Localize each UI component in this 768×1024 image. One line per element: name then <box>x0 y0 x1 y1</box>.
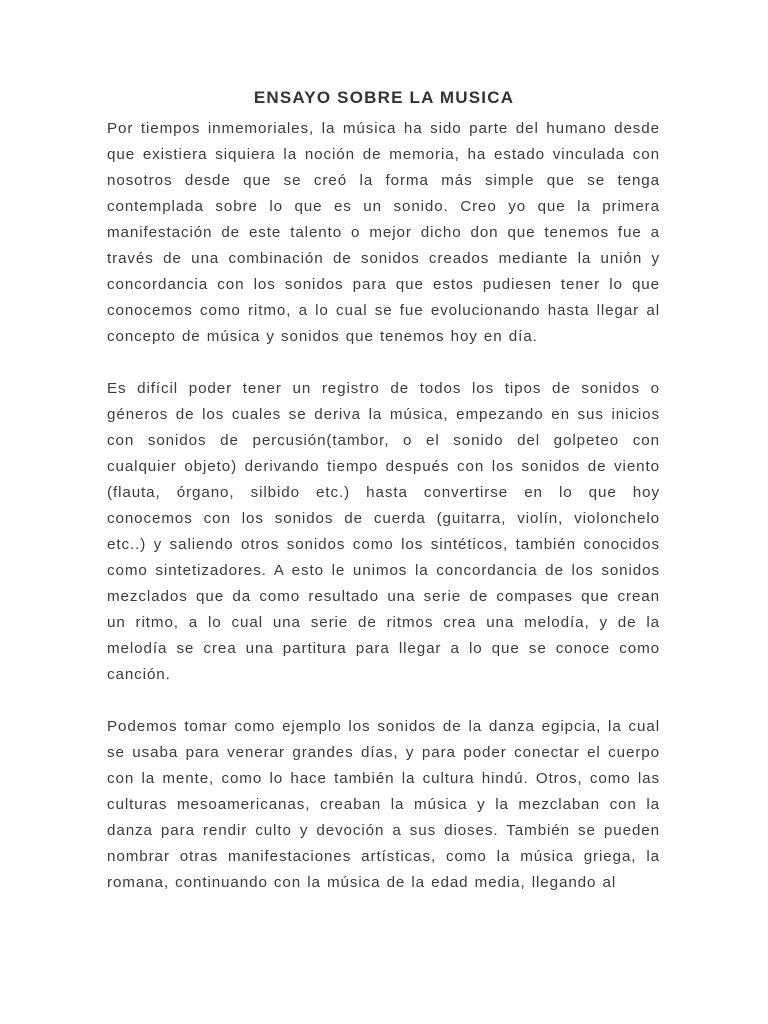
paragraph-1: Por tiempos inmemoriales, la música ha sido parte del humano desde que existiera siquiera la noción de memoria, ha estado vinculada con nosotros desde que se creó la forma más simple que se tenga contemplada sobre lo que es un sonido. Creo yo que la primera manifestación de este talento o mejor dicho don que tenemos fue a través de una combinación de sonidos creados mediante la unión y concordancia con los sonidos para que estos pudiesen tener lo que conocemos como ritmo, a lo cual se fue evolucionando hasta llegar al concepto de música y sonidos que tenemos hoy en día. <box>107 120 660 345</box>
document-body <box>107 116 660 922</box>
paragraph-2: Es difícil poder tener un registro de todos los tipos de sonidos o géneros de los cuales se deriva la música, empezando en sus inicios con sonidos de percusión(tambor, o el sonido del golpeteo con cualquier objeto) derivando tiempo después con los sonidos de viento (flauta, órgano, silbido etc.) hasta convertirse en lo que hoy conocemos con los sonidos de cuerda (guitarra, violín, violonchelo etc..) y saliendo otros sonidos como los sintéticos, también conocidos como sintetizadores. A esto le unimos la concordancia de los sonidos mezclados que da como resultado una serie de compases que crean un ritmo, a lo cual una serie de ritmos crea una melodía, y de la melodía se crea una partitura para llegar a lo que se conoce como canción. <box>107 380 660 683</box>
document-title: ENSAYO SOBRE LA MUSICA <box>253 88 515 107</box>
paragraph-3: Podemos tomar como ejemplo los sonidos de la danza egipcia, la cual se usaba para venerar grandes días, y para poder conectar el cuerpo con la mente, como lo hace también la cultura hindú. Otros, como las culturas mesoamericanas, creaban la música y la mezclaban con la danza para rendir culto y devoción a sus dioses. También se pueden nombrar otras manifestaciones artísticas, como la música griega, la romana, continuando con la música de la edad media, llegando al <box>107 718 660 891</box>
